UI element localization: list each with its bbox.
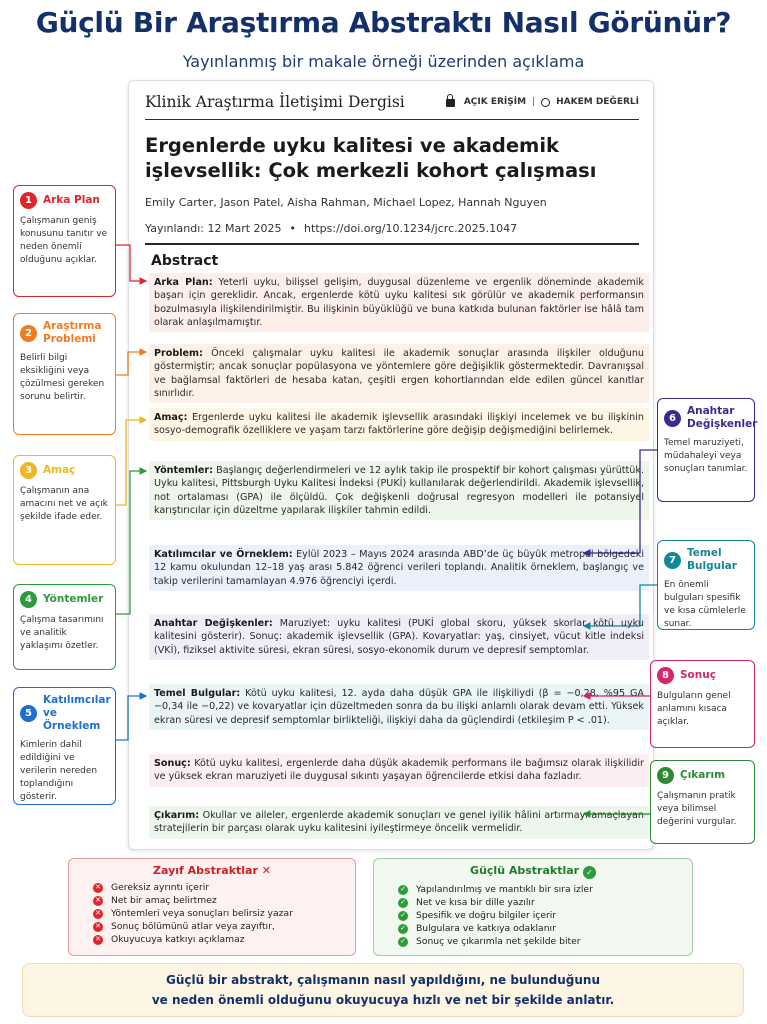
section-label: Çıkarım: [154,810,200,821]
label-name: Yöntemler [43,593,104,605]
section-label: Katılımcılar ve Örneklem: [154,549,293,560]
list-item [79,894,345,907]
label-name: Arka Plan [43,194,100,206]
page-subtitle: Yayınlanmış bir makale örneği üzerinden açıklama [182,52,585,71]
label-description: En önemli bulguları spesifik ve kısa cümlelerle sunar. [664,580,746,629]
lock-icon [446,99,455,107]
label-participants [13,687,116,805]
number-badge: 3 [20,462,37,479]
label-description: Çalışma tasarımını ve analitik yaklaşımı özetler. [20,615,104,651]
list-item-text: Spesifik ve doğru bilgiler içerir [416,910,557,921]
check-circle-icon: ✓ [398,924,408,934]
peer-reviewed-badge: HAKEM DEĞERLİ [556,97,639,107]
section-text: Yeterli uyku, bilişsel gelişim, duygusal düzenleme ve ergenlik döneminde akademik başarı için gereklidir. Ancak, ergenlerde kötü uyku kalitesi sık görülür ve akademik performansın bozulmasıyla ilişkilendirilmiştir. Bu ilişkinin büyüklüğü ve buna katkıda bulunan faktörler ise hâlâ tam olarak anlaşılmamıştır. [154,277,644,328]
paper-title: Ergenlerde uyku kalitesi ve akademik işlevsellik: Çok merkezli kohort çalışması [145,134,597,182]
section-text: Kötü uyku kalitesi, ergenlerde daha düşük akademik performans ile bağımsız olarak ilişkilidir ve yüksek ekran maruziyeti ile duygusal sıkıntı yaşayan öğrencilerde etkisi daha fazladır. [154,758,644,783]
badge-separator: | [532,97,536,107]
section-key-findings [149,684,649,730]
check-circle-icon: ✓ [398,898,408,908]
label-name: Sonuç [680,669,716,681]
list-item-text: Gereksiz ayrıntı içerir [111,882,210,893]
x-circle-icon: ✕ [93,896,103,906]
section-implication [149,806,649,839]
list-item-text: Okuyucuya katkıyı açıklamaz [111,934,245,945]
number-badge: 2 [20,325,37,342]
number-badge: 1 [20,192,37,209]
x-circle-icon: ✕ [93,909,103,919]
number-badge: 4 [20,591,37,608]
section-label: Anahtar Değişkenler: [154,618,273,629]
list-item-text: Yöntemleri veya sonuçları belirsiz yazar [111,908,293,919]
list-item-text: Yapılandırılmış ve mantıklı bir sıra izler [416,884,593,895]
section-label: Amaç: [154,412,188,423]
section-text: Önceki çalışmalar uyku kalitesi ile akademik sonuçlar arasında ilişkiler olduğunu göstermiştir; ancak sonuçlar popülasyona ve yöntemlere göre değişiklik göstermektedir. Davranışsal ve bağlamsal faktörleri de hesaba katan, çeşitli ergen kohortlarından elde edilen güncel kanıtlar sınırlıdır. [154,348,644,399]
label-description: Belirli bilgi eksikliğini veya çözülmesi gereken sorunu belirtir. [20,353,105,402]
label-conclusion [650,660,755,748]
abstract-divider [145,243,639,245]
footer-line-2: ve neden önemli olduğunu okuyucuya hızlı ve net bir şekilde anlatır. [151,993,615,1007]
check-circle-icon: ✓ [398,885,408,895]
strong-abstracts-title [384,864,682,879]
label-name: Çıkarım [680,769,726,781]
access-badges [446,97,639,107]
section-text: Okullar ve aileler, ergenlerde akademik sonuçları ve genel iyilik hâlini artırmayı amaçlayan stratejilerin bir parçası olarak uyku kalitesini iyileştirmeye öncelik vermelidir. [154,810,644,835]
list-item [384,935,682,948]
number-badge: 5 [20,705,37,722]
weak-list [79,881,345,946]
strong-abstracts-box [373,858,693,956]
section-text: Ergenlerde uyku kalitesi ile akademik işlevsellik arasındaki ilişkiyi incelemek ve bu ilişkinin sosyo-demografik özelliklere ve yaşam tarzı faktörlerine göre değişip değişmediğini belirlemek. [154,412,644,437]
journal-name: Klinik Araştırma İletişimi Dergisi [145,93,405,111]
section-label: Sonuç: [154,758,191,769]
summary-footer [22,963,744,1017]
label-key-variables [657,398,758,502]
label-methods [13,584,116,670]
list-item [79,920,345,933]
list-item [79,881,345,894]
list-item-text: Sonuç ve çıkarımla net şekilde biter [416,936,581,947]
label-name: Katılımcılar ve Örneklem [43,694,111,732]
label-description: Kimlerin dahil edildiğini ve verilerin nereden toplandığını gösterir. [20,740,98,802]
footer-line-1: Güçlü bir abstrakt, çalışmanın nasıl yapıldığını, ne bulunduğunu [166,973,600,987]
section-conclusion [149,754,649,787]
list-item-text: Bulgulara ve katkıya odaklanır [416,923,556,934]
section-participants [149,545,649,591]
list-item [384,883,682,896]
paper-card [128,80,654,850]
list-item [384,909,682,922]
label-key-findings [657,540,755,630]
label-description: Çalışmanın ana amacını net ve açık şekilde ifade eder. [20,486,108,522]
section-background [149,273,649,332]
strong-title-text: Güçlü Abstraktlar [470,864,580,877]
weak-abstracts-box [68,858,356,956]
info-bullet: • [289,222,297,235]
x-icon: ✕ [261,864,271,877]
weak-abstracts-title [79,864,345,877]
x-circle-icon: ✕ [93,935,103,945]
label-description: Bulguların genel anlamını kısaca açıklar. [657,691,731,727]
list-item [384,896,682,909]
abstract-heading: Abstract [151,253,219,269]
list-item-text: Net ve kısa bir dille yazılır [416,897,535,908]
label-description: Çalışmanın pratik veya bilimsel değerini vurgular. [657,791,737,827]
section-label: Temel Bulgular: [154,688,241,699]
publication-date: Yayınlandı: 12 Mart 2025 [145,222,282,235]
label-description: Çalışmanın geniş konusunu tanıtır ve neden önemli olduğunu açıklar. [20,216,108,265]
open-access-badge: AÇIK ERİŞİM [463,97,527,107]
section-aim [149,408,649,441]
section-label: Yöntemler: [154,465,213,476]
check-circle-icon: ✓ [583,866,596,879]
publication-info [145,222,517,235]
number-badge: 8 [657,667,674,684]
label-aim [13,455,116,565]
section-text: Kötü uyku kalitesi, 12. ayda daha düşük GPA ile ilişkiliydi (β = −0,28, %95 GA −0,34 ile −0,22) ve kovaryatlar için düzeltmeden sonra da bu ilişki anlamlı olarak devam etti. Yüksek ekran süresi ve depresif semptomlar birlikteliği, ilişkiyi daha da güçlendirdi (etkileşim P < .01). [154,688,644,726]
peer-review-icon [541,98,550,107]
section-label: Problem: [154,348,203,359]
list-item-text: Net bir amaç belirtmez [111,895,217,906]
list-item [79,907,345,920]
author-list: Emily Carter, Jason Patel, Aisha Rahman, Michael Lopez, Hannah Nguyen [145,196,547,209]
section-text: Eylül 2023 – Mayıs 2024 arasında ABD’de üç büyük metropol bölgedeki 12 kamu okulundan 12–18 yaş arası 5.842 öğrenci verileri toplandı. Analitik örneklem, başlangıç ve takip verilerini tamamlayan 4.976 öğrenciyi içerdi. [154,549,644,587]
page-title: Güçlü Bir Araştırma Abstraktı Nasıl Görünür? [35,6,732,39]
weak-title-text: Zayıf Abstraktlar [153,864,258,877]
section-key-variables [149,614,649,660]
number-badge: 7 [664,552,681,569]
list-item [384,922,682,935]
section-label: Arka Plan: [154,277,213,288]
section-problem [149,344,649,403]
label-name: Araştırma Problemi [43,320,102,345]
doi-link[interactable]: https://doi.org/10.1234/jcrc.2025.1047 [304,222,518,235]
label-implication [650,760,755,844]
label-description: Temel maruziyeti, müdahaleyi veya sonuçları tanımlar. [664,438,748,474]
label-name: Temel Bulgular [687,547,737,572]
list-item-text: Sonuç bölümünü atlar veya zayıftır, [111,921,275,932]
label-background [13,185,116,297]
journal-divider [145,119,639,120]
label-problem [13,313,116,435]
section-methods [149,461,649,520]
check-circle-icon: ✓ [398,937,408,947]
strong-list [384,883,682,948]
list-item [79,933,345,946]
x-circle-icon: ✕ [93,922,103,932]
label-name: Anahtar Değişkenler [687,405,758,430]
x-circle-icon: ✕ [93,883,103,893]
section-text: Başlangıç değerlendirmeleri ve 12 aylık takip ile prospektif bir kohort çalışması yürüttük. Uyku kalitesi, Pittsburgh Uyku Kalitesi İndeksi (PUKİ) kullanılarak değerlendirildi. Akademik işlevsellik, not ortalaması (GPA) ile ölçüldü. Çok değişkenli doğrusal regresyon modelleri ile potansiyel karıştırıcılar için düzeltme yapılarak ilişkiler tahmin edildi. [154,465,644,516]
number-badge: 9 [657,767,674,784]
label-name: Amaç [43,464,76,476]
number-badge: 6 [664,410,681,427]
check-circle-icon: ✓ [398,911,408,921]
section-text: Maruziyet: uyku kalitesi (PUKİ global skoru, yüksek skorlar kötü uyku kalitesini gösterir). Sonuç: akademik işlevsellik (GPA). Kovaryatlar: yaş, cinsiyet, vücut kitle indeksi (VKİ), fiziksel aktivite süresi, ekran süresi, sosyo-ekonomik durum ve depresif semptomlar. [154,618,644,656]
